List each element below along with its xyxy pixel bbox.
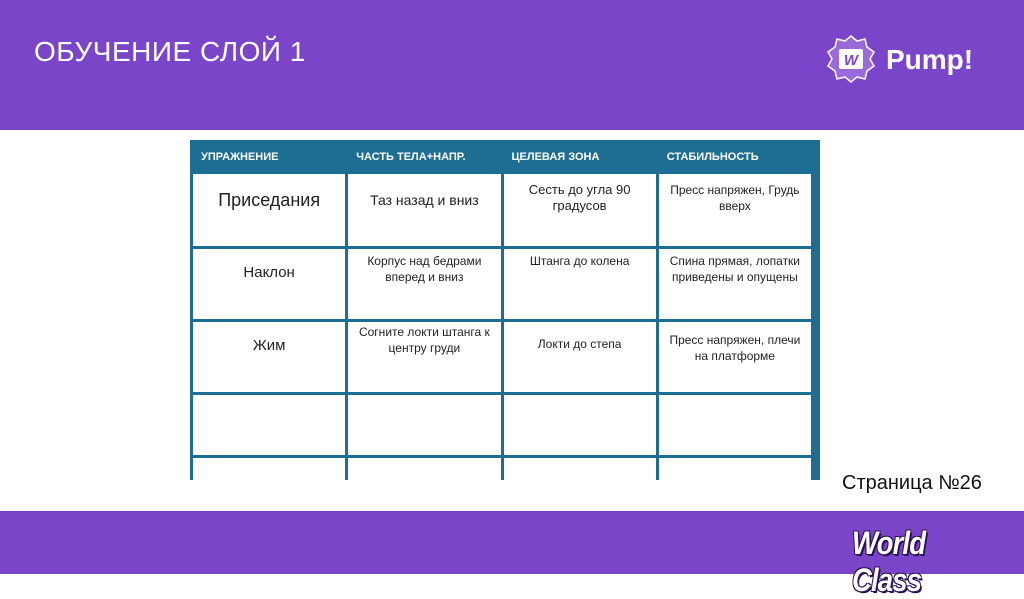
table-row: [193, 458, 811, 518]
page-number: Страница №26: [842, 472, 982, 494]
slide-title: ОБУЧЕНИЕ СЛОЙ 1: [34, 36, 306, 67]
table-cell: Пресс напряжен, Грудь вверх: [659, 174, 811, 246]
table-cell: Локти до степа: [504, 322, 656, 392]
exercise-table: [190, 140, 820, 480]
table-row: [193, 395, 811, 455]
table-cell: [659, 458, 811, 518]
header-bar: [0, 0, 1024, 130]
table-row: [193, 174, 811, 246]
pump-badge-letter: W: [843, 52, 859, 69]
footer-bar: [0, 511, 1024, 598]
table-cell: Согните локти штанга к центру груди: [348, 322, 500, 392]
table-cell: Корпус над бедрами вперед и вниз: [348, 249, 500, 319]
table-cell: [348, 458, 500, 518]
table-row: [193, 322, 811, 392]
pump-brand-name: Pump!: [886, 44, 974, 75]
column-header: СТАБИЛЬНОСТЬ: [659, 143, 811, 171]
table-cell: Спина прямая, лопатки приведены и опущены: [659, 249, 811, 319]
table-cell: Приседания: [193, 174, 345, 246]
table-cell: Штанга до колена: [504, 249, 656, 319]
table-cell: Пресс напряжен, плечи на платформе: [659, 322, 811, 392]
column-header: УПРАЖНЕНИЕ: [193, 143, 345, 171]
table-cell: [504, 458, 656, 518]
table-cell: Жим: [193, 322, 345, 392]
table-header-row: [193, 143, 811, 171]
table-cell: Таз назад и вниз: [348, 174, 500, 246]
world-class-logo: World Class: [852, 525, 926, 598]
pump-badge-icon: [826, 34, 876, 84]
table-cell: [193, 458, 345, 518]
table-cell: [193, 395, 345, 455]
table-cell: [659, 395, 811, 455]
pump-brand: [826, 34, 996, 88]
table-row: [193, 249, 811, 319]
table-cell: Наклон: [193, 249, 345, 319]
table-cell: Сесть до угла 90 градусов: [504, 174, 656, 246]
column-header: ЧАСТЬ ТЕЛА+НАПР.: [348, 143, 500, 171]
table-cell: [348, 395, 500, 455]
table-cell: [504, 395, 656, 455]
column-header: ЦЕЛЕВАЯ ЗОНА: [504, 143, 656, 171]
